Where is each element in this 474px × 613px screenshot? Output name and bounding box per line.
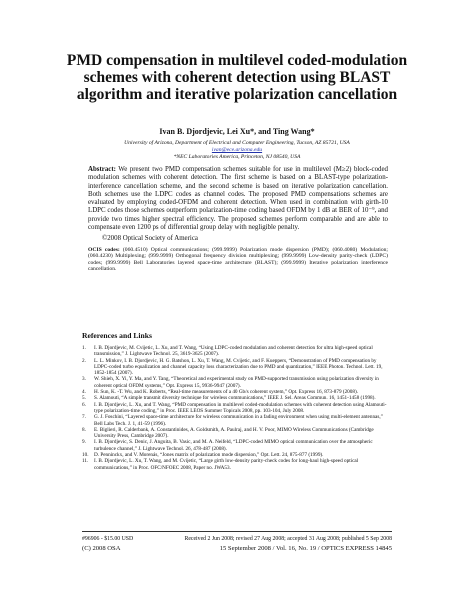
reference-item bbox=[82, 402, 392, 415]
footer-journal-citation: 15 September 2008 / Vol. 16, No. 19 / OPTICS EXPRESS 14845 bbox=[219, 545, 392, 552]
ocis-text: (060.4510) Optical communications; (999.9999) Polarization mode dispersion (PMD); (060.4080) Modulation; (060.4230) Multiplexing; (999.9999) Orthogonal frequency division multiplexing; (999.9999) Low-density parity-check (LDPC) codes; (999.9999) Bell Laboratories layered space-time architecture (BLAST); (999.9999) Iterative polarization interference cancellation. bbox=[88, 246, 388, 273]
reference-text: I. B. Djordjevic, S. Denic, J. Anguita, B. Vasic, and M. A. Neifeld, “LDPC-coded MIMO optical communication over the atmospheric turbulence channel,” J. Lightwave Technol. 26, 478-487 (2008). bbox=[94, 439, 373, 452]
reference-item bbox=[82, 358, 392, 377]
email-link[interactable]: ivan@ece.arizona.edu bbox=[211, 147, 263, 153]
abstract-text: We present two PMD compensation schemes suitable for use in multilevel (M≥2) block-coded modulation schemes with coherent detection. The first scheme is based on a BLAST-type polarization-interference cancellation scheme, and the second scheme is based on iterative polarization cancellation. Both schemes use the LDPC codes as channel codes. The proposed PMD compensations schemes are evaluated by employing coded-OFDM and coherent detection. When used in combination with girth-10 LDPC codes those schemes outperform polarization-time coding based OFDM by 1 dB at BER of 10⁻⁹, and provide two times higher spectral efficiency. The proposed schemes perform comparable and are able to compensate even 1200 ps of differential group delay with negligible penalty. bbox=[88, 166, 388, 232]
reference-list bbox=[82, 345, 392, 471]
copyright-notice: ©2008 Optical Society of America bbox=[102, 235, 198, 243]
reference-number: 1. bbox=[82, 345, 86, 351]
abstract-section bbox=[88, 166, 388, 273]
reference-number: 7. bbox=[82, 414, 86, 421]
reference-number: 5. bbox=[82, 395, 86, 402]
reference-text: G. J. Foschini, “Layered space-time architecture for wireless communication in a fading environment when using multi-element antennas,” Bell Labs Tech. J. 1, 41-59 (1996). bbox=[94, 414, 383, 427]
reference-number: 6. bbox=[82, 401, 86, 408]
author-list: Ivan B. Djordjevic, Lei Xu*, and Ting Wang* bbox=[159, 127, 315, 136]
reference-text: I. B. Djordjevic, L. Xu, and T. Wang, “PMD compensation in multilevel coded-modulation schemes with coherent detection using Alamouti-type polarization-time coding,” in Proc. IEEE LEOS Summer Topicals 2008, pp. 103-104, July 2008. bbox=[94, 401, 387, 414]
footer-article-id: #96906 - $15.00 USD bbox=[82, 536, 134, 542]
footer-osa-copyright: (C) 2008 OSA bbox=[82, 545, 121, 552]
abstract-body bbox=[88, 166, 388, 232]
reference-text: H. Sun, K. -T. Wu, and K. Roberts, “Real-time measurements of a 40 Gb/s coherent system,” Opt. Express 16, 873-879 (2008). bbox=[94, 389, 358, 396]
reference-number: 3. bbox=[82, 376, 86, 383]
reference-text: I. B. Djordjevic, M. Cvijetic, L. Xu, and T. Wang, “Using LDPC-coded modulation and coherent detection for ultra high-speed optical transmission,” J. Lightwave Technol. 25, 3619-3625 (2007). bbox=[94, 345, 373, 358]
reference-number: 10. bbox=[82, 452, 89, 459]
reference-text: L. L. Minkov, I. B. Djordjevic, H. G. Batshon, L. Xu, T. Wang, M. Cvijetic, and F. Kueppers, “Demonstration of PMD compensation by LDPC-coded turbo equalization and channel capacity loss characterization due to PMD and quantization,” IEEE Photon. Technol. Lett. 19, 1852-1854 (2007). bbox=[94, 357, 383, 377]
reference-text: I. B. Djordjevic, L. Xu, T. Wang, and M. Cvijetic, “Large girth low-density parity-check codes for long-haul high-speed optical communications,” in Proc. OFC/NFOEC 2008, Paper no. JWA53. bbox=[94, 458, 359, 471]
reference-item bbox=[82, 345, 392, 358]
reference-number: 11. bbox=[82, 458, 89, 465]
reference-item bbox=[82, 376, 392, 389]
references-heading: References and Links bbox=[82, 331, 152, 340]
reference-text: W. Shieh, X. Yi, Y. Ma, and Y. Tang, “Theoretical and experimental study on PMD-supported transmission using polarization diversity in coherent optical OFDM systems,” Opt. Express 15, 9936-9947 (2007). bbox=[94, 376, 379, 389]
footer-divider bbox=[82, 531, 392, 532]
reference-text: S. Alamouti, “A simple transmit diversity technique for wireless communications,” IEEE J. Sel. Areas Commun. 16, 1451-1458 (1998). bbox=[94, 395, 376, 402]
paper-title: PMD compensation in multilevel coded-modulation schemes with coherent detection using BLAST algorithm and iterative polarization cancellation bbox=[66, 52, 408, 103]
reference-item bbox=[82, 414, 392, 427]
reference-item bbox=[82, 427, 392, 440]
ocis-codes bbox=[88, 247, 388, 273]
author-email[interactable] bbox=[90, 147, 384, 154]
reference-number: 9. bbox=[82, 439, 86, 446]
reference-text: E. Biglieri, R. Calderbank, A. Constantinides, A. Goldsmith, A. Paulraj, and H. V. Poor, MIMO Wireless Communications (Cambridge University Press, Cambridge 2007). bbox=[94, 426, 374, 440]
reference-text: D. Penninckx, and V. Morenás, “Jones matrix of polarization mode dispersion,” Opt. Lett. 24, 875-877 (1999). bbox=[94, 452, 324, 459]
affiliation-secondary: *NEC Laboratories America, Princeton, NJ 08540, USA bbox=[173, 154, 301, 160]
reference-item bbox=[82, 458, 392, 471]
reference-item bbox=[82, 439, 392, 452]
reference-number: 2. bbox=[82, 357, 86, 364]
abstract-label: Abstract: bbox=[88, 166, 116, 173]
reference-number: 4. bbox=[82, 389, 86, 396]
affiliation-primary: University of Arizona, Department of Electrical and Computer Engineering, Tucson, AZ 85721, USA bbox=[124, 140, 350, 146]
reference-number: 8. bbox=[82, 426, 86, 433]
footer-received-dates: Received 2 Jun 2008; revised 27 Aug 2008; accepted 31 Aug 2008; published 5 Sep 2008 bbox=[184, 536, 392, 542]
ocis-label: OCIS codes: bbox=[88, 246, 120, 253]
